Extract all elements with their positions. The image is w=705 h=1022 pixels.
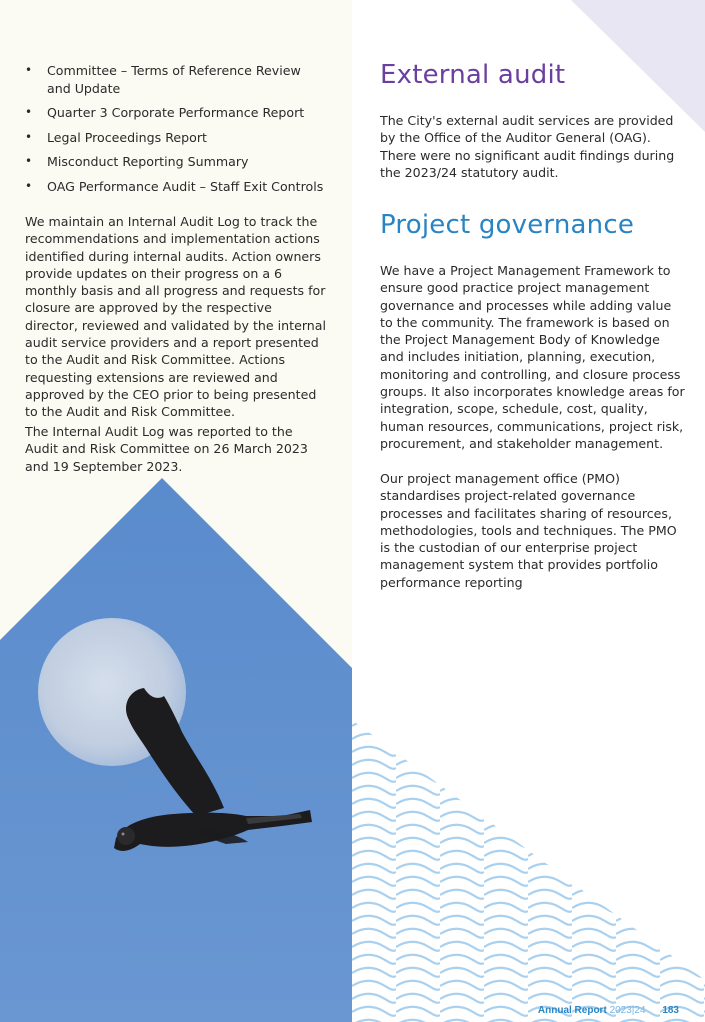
footer-report-label: Annual Report — [537, 1005, 607, 1016]
list-item: • OAG Performance Audit – Staff Exit Controls — [25, 178, 325, 196]
list-item: • Legal Proceedings Report — [25, 129, 325, 147]
external-audit-paragraph: The City's external audit services are provided by the Office of the Auditor General (OAG). There were no significant audit findings during the 2023/24 statutory audit. — [380, 113, 675, 180]
footer-report-year: 2023|24 — [609, 1005, 646, 1016]
project-governance-heading: Project governance — [380, 210, 635, 240]
internal-audit-report-paragraph: The Internal Audit Log was reported to the Audit and Risk Committee on 26 March 2023 and 19 September 2023. — [25, 424, 308, 474]
list-item: • Quarter 3 Corporate Performance Report — [25, 104, 325, 122]
pmo-paragraph: Our project management office (PMO) standardises project-related governance processes and facilitates sharing of resources, methodologies, tools and techniques. The PMO is the custodian of our enterprise project management system that provides portfolio performance reporting — [380, 471, 677, 590]
cockatoo-photo — [0, 478, 352, 1022]
list-item: • Committee – Terms of Reference Review and Update — [25, 62, 325, 97]
list-item: • Misconduct Reporting Summary — [25, 153, 325, 171]
wave-pattern-decoration — [352, 680, 705, 1022]
page-footer — [538, 1005, 679, 1017]
external-audit-heading: External audit — [380, 60, 566, 90]
page-number: 183 — [662, 1005, 679, 1016]
project-framework-paragraph: We have a Project Management Framework to ensure good practice project management governance and processes while adding value to the community. The framework is based on the Project Management Body of Knowledge and includes initiation, planning, execution, monitoring and controlling, and closure process groups. It also incorporates knowledge areas for integration, scope, schedule, cost, quality, human resources, communications, project risk, procurement, and stakeholder management. — [380, 263, 685, 451]
meeting-items-list — [25, 62, 325, 202]
internal-audit-log-paragraph: We maintain an Internal Audit Log to track the recommendations and implementation actions identified during internal audits. Action owners provide updates on their progress on a 6 monthly basis and all progress and requests for closure are approved by the respective director, reviewed and validated by the internal audit service providers and a report presented to the Audit and Risk Committee. Actions requesting extensions are reviewed and approved by the CEO prior to being presented to the Audit and Risk Committee. — [25, 214, 326, 420]
